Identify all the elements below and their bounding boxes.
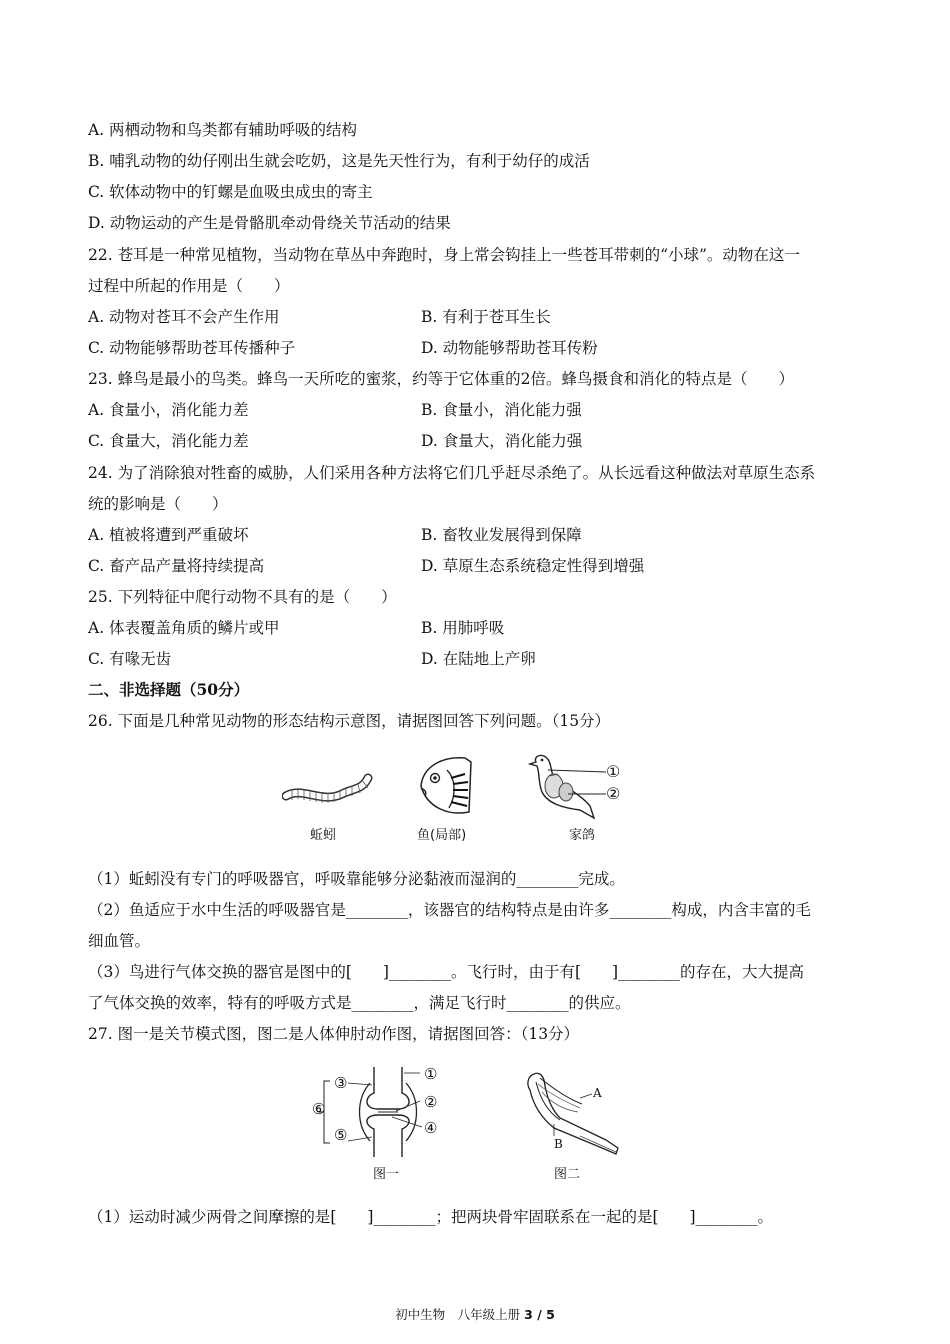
pigeon-label-2: ② (606, 784, 621, 803)
joint-label-3: ③ (334, 1074, 348, 1092)
q24-option-b: B. 畜牧业发展得到保障 (421, 526, 582, 544)
figure2-caption: 图二 (554, 1167, 581, 1182)
earthworm-figure (282, 770, 378, 806)
joint-label-4: ④ (424, 1119, 438, 1137)
figure1-caption: 图一 (373, 1167, 400, 1182)
page-footer (0, 1305, 950, 1323)
section-heading: 二、非选择题（50分） (88, 680, 250, 699)
q21-option-d: D. 动物运动的产生是骨骼肌牵动骨绕关节活动的结果 (88, 214, 451, 232)
q23-option-d: D. 食量大，消化能力强 (421, 432, 583, 450)
fish-caption: 鱼(局部) (417, 828, 467, 843)
earthworm-caption: 蚯蚓 (310, 828, 337, 843)
q26-part3-line2: 了气体交换的效率，特有的呼吸方式是________，满足飞行时________的供应。 (88, 994, 631, 1012)
q22-option-a: A. 动物对苍耳不会产生作用 (88, 308, 280, 326)
q21-option-a: A. 两栖动物和鸟类都有辅助呼吸的结构 (88, 121, 358, 139)
q25-option-b: B. 用肺呼吸 (421, 619, 505, 637)
q24-option-d: D. 草原生态系统稳定性得到增强 (421, 557, 645, 575)
q26-part1: （1）蚯蚓没有专门的呼吸器官，呼吸靠能够分泌黏液而湿润的________完成。 (88, 870, 625, 888)
q25-option-c: C. 有喙无齿 (88, 650, 172, 668)
q24-stem-line1: 24. 为了消除狼对牲畜的威胁，人们采用各种方法将它们几乎赶尽杀绝了。从长远看这种做法对草原生态系 (88, 464, 816, 482)
q26-stem: 26. 下面是几种常见动物的形态结构示意图，请据图回答下列问题。（15分） (88, 712, 611, 730)
q23-option-b: B. 食量小，消化能力强 (421, 401, 582, 419)
fish-figure (413, 752, 477, 818)
q24-stem-line2: 统的影响是（ ） (88, 495, 228, 513)
q25-option-a: A. 体表覆盖角质的鳞片或甲 (88, 619, 280, 637)
joint-label-6: ⑥ (312, 1100, 326, 1118)
q25-option-d: D. 在陆地上产卵 (421, 650, 536, 668)
q24-option-a: A. 植被将遭到严重破坏 (88, 526, 249, 544)
arm-figure (520, 1068, 626, 1160)
q21-option-c: C. 软体动物中的钉螺是血吸虫成虫的寄主 (88, 183, 373, 201)
q22-stem-line2: 过程中所起的作用是（ ） (88, 277, 290, 295)
page-number: 3 / 5 (524, 1307, 555, 1322)
pigeon-caption: 家鸽 (569, 828, 596, 843)
joint-label-5: ⑤ (334, 1126, 348, 1144)
q26-part2-line2: 细血管。 (88, 932, 151, 950)
joint-label-2: ② (424, 1093, 438, 1111)
q26-part2-line1: （2）鱼适应于水中生活的呼吸器官是________，该器官的结构特点是由许多________构成，内含丰富的毛 (88, 901, 811, 919)
q22-stem-line1: 22. 苍耳是一种常见植物，当动物在草丛中奔跑时，身上常会钩挂上一些苍耳带刺的“小球”。动物在这一 (88, 246, 800, 264)
q23-option-a: A. 食量小，消化能力差 (88, 401, 249, 419)
pigeon-label-1: ① (606, 762, 621, 781)
q22-option-b: B. 有利于苍耳生长 (421, 308, 551, 326)
q26-part3-line1: （3）鸟进行气体交换的器官是图中的[ ]________。飞行时，由于有[ ]________的存在，大大提高 (88, 963, 805, 981)
q27-stem: 27. 图一是关节模式图，图二是人体伸肘动作图，请据图回答：（13分） (88, 1025, 580, 1043)
arm-label-b: B (554, 1137, 563, 1151)
q22-option-d: D. 动物能够帮助苍耳传粉 (421, 339, 598, 357)
q23-stem: 23. 蜂鸟是最小的鸟类。蜂鸟一天所吃的蜜浆，约等于它体重的2倍。蜂鸟摄食和消化的特点是（ ） (88, 370, 794, 388)
q24-option-c: C. 畜产品产量将持续提高 (88, 557, 265, 575)
q22-option-c: C. 动物能够帮助苍耳传播种子 (88, 339, 296, 357)
q23-option-c: C. 食量大，消化能力差 (88, 432, 249, 450)
q25-stem: 25. 下列特征中爬行动物不具有的是（ ） (88, 588, 397, 606)
joint-label-1: ① (424, 1065, 438, 1083)
q27-part1: （1）运动时减少两骨之间摩擦的是[ ]________；把两块骨牢固联系在一起的是[ ]________。 (88, 1208, 774, 1226)
q21-option-b: B. 哺乳动物的幼仔刚出生就会吃奶，这是先天性行为，有利于幼仔的成活 (88, 152, 590, 170)
footer-title: 初中生物 八年级上册 (395, 1307, 521, 1322)
arm-label-a: A (593, 1086, 602, 1100)
